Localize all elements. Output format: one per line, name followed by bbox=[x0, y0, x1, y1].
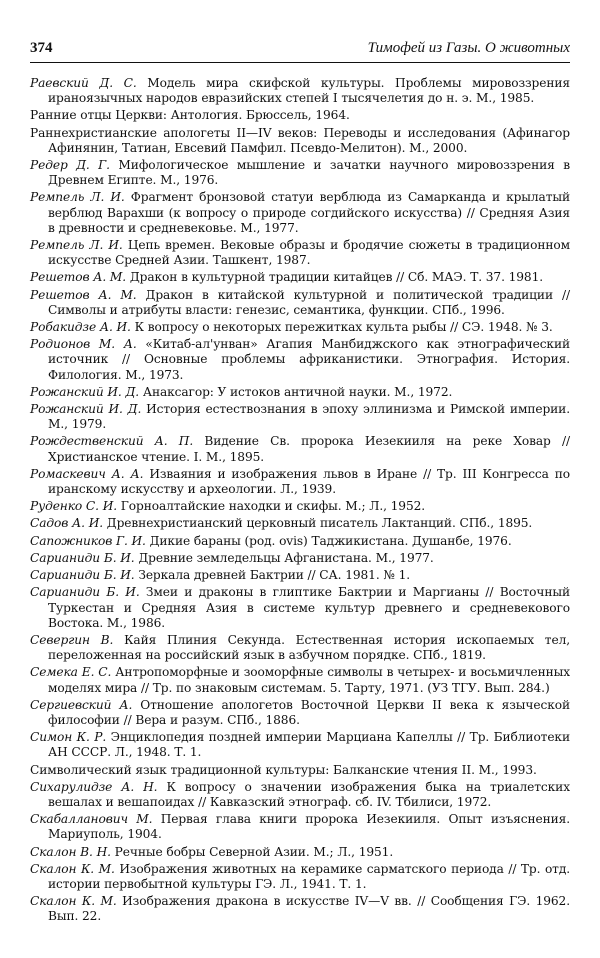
entry-text: Ранние отцы Церкви: Антология. Брюссель, 1964. bbox=[30, 108, 350, 123]
bibliography-entry bbox=[30, 238, 570, 268]
entry-text: Изображения животных на керамике сарматского периода // Тр. отд. истории первобытной культуры ГЭ. Л., 1941. Т. 1. bbox=[48, 861, 571, 891]
entry-author: Сарианиди Б. И. bbox=[30, 585, 140, 600]
entry-author: Рожанский И. Д. bbox=[30, 402, 142, 417]
entry-author: Симон К. Р. bbox=[30, 730, 107, 745]
entry-text: «Китаб-ал'унван» Агапия Манбиджского как этнографический источник // Основные проблемы африканистики. Этнография. История. Филология. М., 1973. bbox=[48, 337, 570, 382]
bibliography-entry bbox=[30, 862, 570, 892]
bibliography-entry bbox=[30, 434, 570, 464]
running-title: Тимофей из Газы. О животных bbox=[367, 40, 570, 56]
entry-text: Изваяния и изображения львов в Иране // Тр. III Конгресса по иранскому искусству и археологии. Л., 1939. bbox=[48, 466, 570, 497]
entry-author: Сихарулидзе А. Н. bbox=[30, 779, 158, 794]
entry-author: Руденко С. И. bbox=[30, 499, 117, 514]
entry-author: Скалон К. М. bbox=[30, 861, 115, 876]
entry-text: Речные бобры Северной Азии. М.; Л., 1951. bbox=[114, 844, 394, 859]
entry-text: Древнехристианский церковный писатель Лактанций. СПб., 1895. bbox=[106, 516, 533, 531]
entry-text: Отношение апологетов Восточной Церкви II века к языческой философии // Вера и разум. СПб., 1886. bbox=[48, 697, 570, 727]
entry-author: Рождественский А. П. bbox=[30, 434, 194, 449]
entry-author: Сарианиди Б. И. bbox=[30, 568, 135, 583]
entry-text: К вопросу о некоторых пережитках культа рыбы // СЭ. 1948. № 3. bbox=[134, 320, 553, 335]
entry-text: Горноалтайские находки и скифы. М.; Л., 1952. bbox=[120, 499, 426, 514]
bibliography-entry bbox=[30, 534, 570, 549]
entry-text: Дикие бараны (род. ovis) Таджикистана. Душанбе, 1976. bbox=[149, 533, 512, 548]
bibliography-entry bbox=[30, 585, 570, 631]
bibliography-entry bbox=[30, 320, 570, 335]
bibliography-entry bbox=[30, 288, 570, 318]
bibliography-entry bbox=[30, 698, 570, 728]
entry-author: Садов А. И. bbox=[30, 516, 104, 531]
bibliography-entry bbox=[30, 158, 570, 188]
entry-text: Анаксагор: У истоков античной науки. М., 1972. bbox=[142, 384, 453, 399]
entry-author: Ремпель Л. И. bbox=[30, 190, 125, 205]
entry-author: Ромаскевич А. А. bbox=[30, 466, 144, 481]
bibliography-entry bbox=[30, 499, 570, 514]
entry-author: Решетов А. М. bbox=[30, 270, 127, 285]
entry-text: Кайя Плиния Секунда. Естественная история ископаемых тел, переложенная на российский язык в азбучном порядке. СПб., 1819. bbox=[48, 632, 570, 663]
entry-text: Дракон в китайской культурной и политической традиции // Символы и атрибуты власти: генезис, семантика, функции. СПб., 1996. bbox=[48, 287, 570, 317]
entry-text: Символический язык традиционной культуры: Балканские чтения II. М., 1993. bbox=[30, 762, 537, 777]
bibliography-entry bbox=[30, 763, 570, 778]
entry-author: Родионов М. А. bbox=[30, 337, 137, 352]
bibliography-entry bbox=[30, 190, 570, 236]
bibliography-entry bbox=[30, 402, 570, 432]
entry-author: Рожанский И. Д. bbox=[30, 384, 140, 399]
bibliography-entry bbox=[30, 385, 570, 400]
entry-text: Первая глава книги пророка Иезекииля. Опыт изъяснения. Мариуполь, 1904. bbox=[48, 812, 570, 842]
bibliography-entry bbox=[30, 516, 570, 531]
bibliography-entry bbox=[30, 780, 570, 810]
entry-author: Сарианиди Б. И. bbox=[30, 550, 135, 565]
entry-author: Семека Е. С. bbox=[30, 665, 112, 680]
entry-author: Редер Д. Г. bbox=[30, 158, 110, 173]
entry-text: История естествознания в эпоху эллинизма и Римской империи. М., 1979. bbox=[48, 402, 570, 432]
page-number: 374 bbox=[30, 40, 53, 56]
bibliography-entry bbox=[30, 126, 570, 156]
entry-author: Робакидзе А. И. bbox=[30, 320, 131, 335]
entry-author: Скалон В. Н. bbox=[30, 844, 111, 859]
bibliography-entry bbox=[30, 108, 570, 123]
bibliography-entry bbox=[30, 845, 570, 860]
entry-text: Энциклопедия поздней империи Марциана Капеллы // Тр. Библиотеки АН СССР. Л., 1948. Т. 1. bbox=[48, 730, 570, 760]
entry-author: Сергиевский А. bbox=[30, 697, 133, 712]
bibliography-entry bbox=[30, 551, 570, 566]
entry-text: Змеи и драконы в глиптике Бактрии и Маргианы // Восточный Туркестан и Средняя Азия в системе культур древнего и средневекового Востока. М., 1986. bbox=[48, 585, 570, 630]
bibliography-entry bbox=[30, 812, 570, 842]
entry-text: Дракон в культурной традиции китайцев // Сб. МАЭ. Т. 37. 1981. bbox=[129, 270, 544, 285]
entry-author: Сапожников Г. И. bbox=[30, 533, 146, 548]
bibliography-entry bbox=[30, 568, 570, 583]
bibliography-entry bbox=[30, 337, 570, 383]
bibliography-entry bbox=[30, 633, 570, 663]
entry-text: Раннехристианские апологеты II—IV веков: Переводы и исследования (Афинагор Афинянин, Татиан, Евсевий Памфил. Псевдо-Мелитон). М., 2000. bbox=[30, 125, 570, 155]
entry-author: Скалон К. М. bbox=[30, 894, 117, 909]
bibliography-entry bbox=[30, 76, 570, 106]
entry-author: Решетов А. М. bbox=[30, 287, 137, 302]
entry-text: Цепь времен. Вековые образы и бродячие сюжеты в традиционном искусстве Средней Азии. Ташкент, 1987. bbox=[48, 238, 570, 268]
bibliography-entry bbox=[30, 467, 570, 497]
entry-text: Модель мира скифской культуры. Проблемы мировоззрения ираноязычных народов евразийских степей I тысячелетия до н. э. М., 1985. bbox=[48, 76, 571, 106]
entry-author: Скабалланович М. bbox=[30, 812, 153, 827]
entry-text: Зеркала древней Бактрии // СА. 1981. № 1. bbox=[138, 568, 411, 583]
entry-text: Видение Св. пророка Иезекииля на реке Ховар // Христианское чтение. I. М., 1895. bbox=[48, 434, 570, 464]
entry-author: Раевский Д. С. bbox=[30, 76, 137, 90]
entry-text: Мифологическое мышление и зачатки научного мировоззрения в Древнем Египте. М., 1976. bbox=[48, 158, 571, 188]
entry-author: Севергин В. bbox=[30, 632, 114, 647]
entry-text: Изображения дракона в искусстве IV—V вв. // Сообщения ГЭ. 1962. Вып. 22. bbox=[48, 894, 570, 924]
bibliography-entry bbox=[30, 730, 570, 760]
entry-text: Антропоморфные и зооморфные символы в четырех- и восьмичленных моделях мира // Тр. по знаковым системам. 5. Тарту, 1971. (УЗ ТГУ. Вып. 284.) bbox=[48, 665, 570, 695]
bibliography-list bbox=[30, 76, 570, 927]
entry-text: К вопросу о значении изображения быка на триалетских вешалах и вешапоидах // Кавказский этнограф. сб. IV. Тбилиси, 1972. bbox=[48, 779, 570, 809]
bibliography-entry bbox=[30, 894, 570, 924]
bibliography-entry bbox=[30, 270, 570, 285]
entry-author: Ремпель Л. И. bbox=[30, 238, 123, 253]
page-header bbox=[30, 38, 570, 63]
entry-text: Древние земледельцы Афганистана. М., 1977. bbox=[138, 550, 434, 565]
bibliography-entry bbox=[30, 665, 570, 695]
entry-text: Фрагмент бронзовой статуи верблюда из Самарканда и крылатый верблюд Варахши (к вопросу о природе согдийского искусства) // Средняя Азия в древности и средневековье. М., 1977. bbox=[48, 190, 570, 235]
